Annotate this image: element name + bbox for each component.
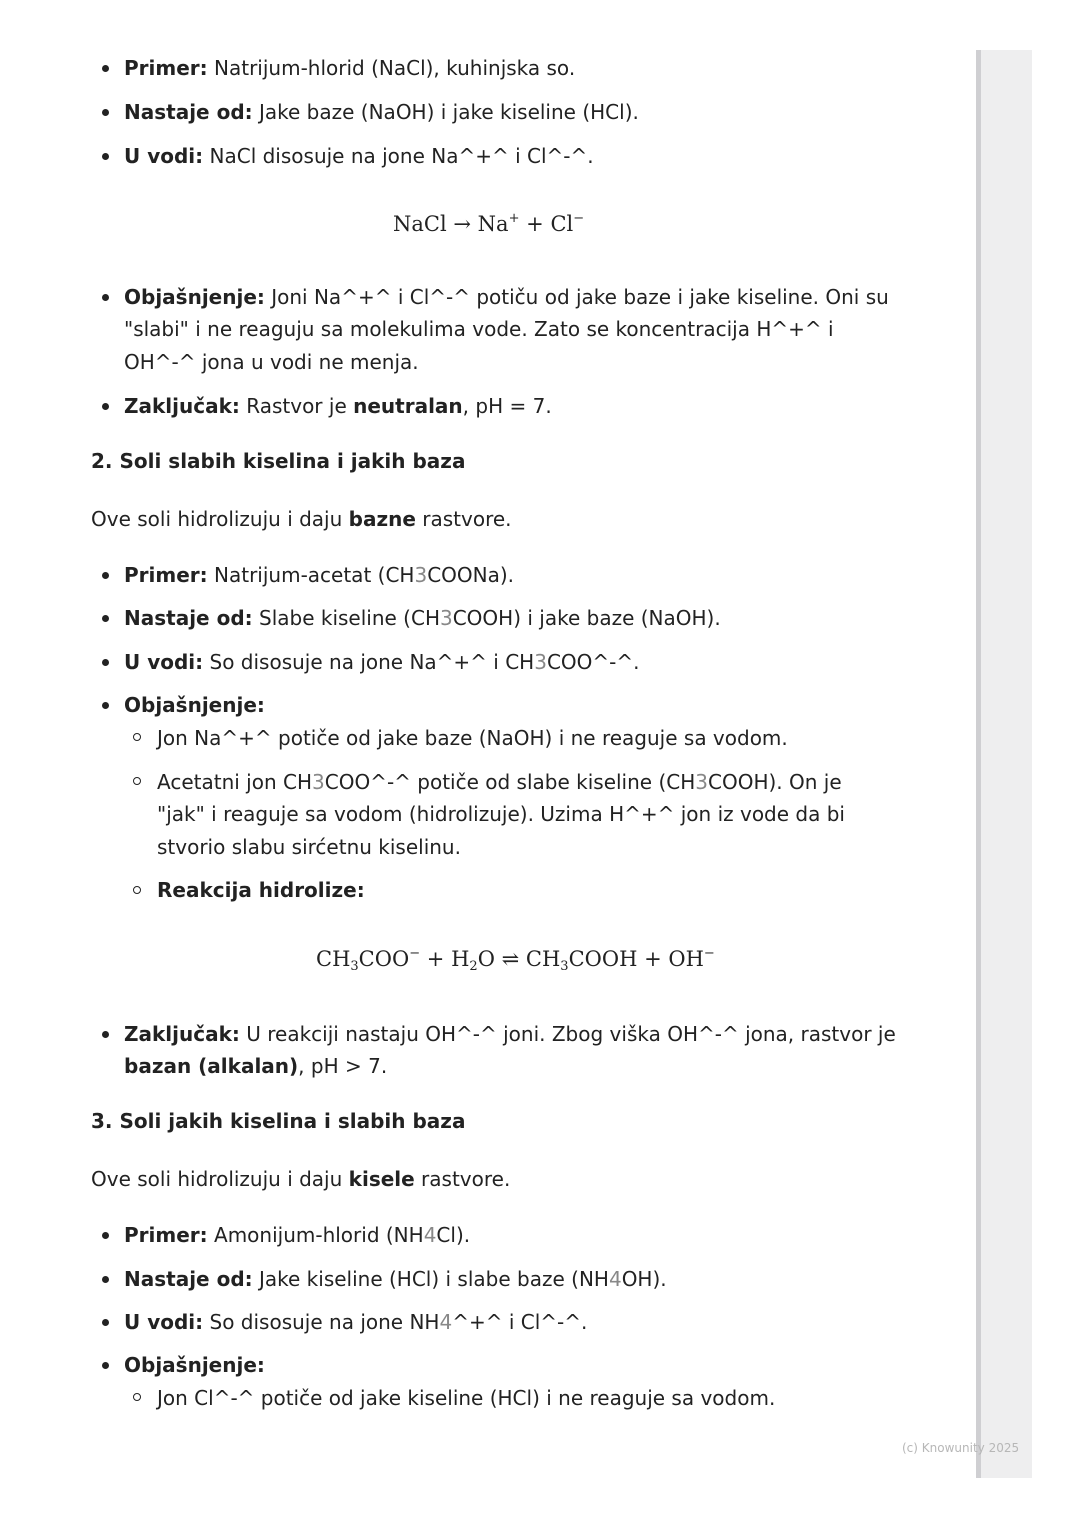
sub-list-item-text: "jak" i reaguje sa vodom (hidrolizuje). Uzima H^+^ jon iz vode da bi — [157, 802, 845, 826]
list-item-objasnjenje: Objašnjenje: — [124, 693, 265, 717]
side-panel-border — [976, 50, 981, 1478]
bullet — [102, 109, 109, 116]
list-item-nastaje: Nastaje od: Jake baze (NaOH) i jake kiseline (HCl). — [124, 100, 639, 124]
bullet — [102, 572, 109, 579]
bullet — [102, 294, 109, 301]
sub-list-item: Reakcija hidrolize: — [157, 878, 365, 902]
list-item-u-vodi: U vodi: NaCl disosuje na jone Na^+^ i Cl^-^. — [124, 144, 594, 168]
bullet — [102, 1319, 109, 1326]
equation-hydrolysis-acetate: $CH_3COO^- + H_2O$ ⇌ $CH_3COOH + OH^-$ — [316, 946, 715, 974]
sub-bullet — [133, 777, 141, 785]
section-heading: 3. Soli jakih kiselina i slabih baza — [91, 1109, 466, 1133]
sub-bullet — [133, 733, 141, 741]
list-item-objasnjenje: Objašnjenje: — [124, 1353, 265, 1377]
bullet — [102, 615, 109, 622]
list-item-nastaje: Nastaje od: Slabe kiseline (CH3COOH) i jake baze (NaOH). — [124, 606, 721, 630]
sub-list-item: Jon Cl^-^ potiče od jake kiseline (HCl) i ne reaguje sa vodom. — [157, 1386, 776, 1410]
list-item-zakljucak: Zaključak: U reakciji nastaju OH^-^ joni. Zbog viška OH^-^ jona, rastvor je — [124, 1022, 896, 1046]
list-item-u-vodi: U vodi: So disosuje na jone NH4^+^ i Cl^-^. — [124, 1310, 588, 1334]
list-item-u-vodi: U vodi: So disosuje na jone Na^+^ i CH3COO^-^. — [124, 650, 640, 674]
list-item-text: OH^-^ jona u vodi ne menja. — [124, 350, 419, 374]
list-item-primer: Primer: Natrijum-hlorid (NaCl), kuhinjska so. — [124, 56, 576, 80]
bullet — [102, 1276, 109, 1283]
sub-list-item-text: stvorio slabu sirćetnu kiselinu. — [157, 835, 461, 859]
sub-bullet — [133, 1393, 141, 1401]
list-item-text: bazan (alkalan), pH > 7. — [124, 1054, 388, 1078]
list-item-zakljucak: Zaključak: Rastvor je neutralan, pH = 7. — [124, 394, 552, 418]
sub-bullet — [133, 886, 141, 894]
sub-list-item: Acetatni jon CH3COO^-^ potiče od slabe kiseline (CH3COOH). On je — [157, 770, 842, 794]
bullet — [102, 1031, 109, 1038]
bullet — [102, 403, 109, 410]
paragraph: Ove soli hidrolizuju i daju kisele rastvore. — [91, 1167, 511, 1191]
bullet — [102, 65, 109, 72]
list-item-primer: Primer: Natrijum-acetat (CH3COONa). — [124, 563, 515, 587]
bullet — [102, 153, 109, 160]
bullet — [102, 659, 109, 666]
equation-nacl: NaCl → Na+ + Cl− — [393, 211, 585, 236]
list-item-objasnjenje: Objašnjenje: Joni Na^+^ i Cl^-^ potiču od jake baze i jake kiseline. Oni su — [124, 285, 889, 309]
list-item-text: "slabi" i ne reaguju sa molekulima vode. Zato se koncentracija H^+^ i — [124, 317, 834, 341]
paragraph: Ove soli hidrolizuju i daju bazne rastvore. — [91, 507, 512, 531]
list-item-nastaje: Nastaje od: Jake kiseline (HCl) i slabe baze (NH4OH). — [124, 1267, 667, 1291]
sub-list-item: Jon Na^+^ potiče od jake baze (NaOH) i ne reaguje sa vodom. — [157, 726, 788, 750]
section-heading: 2. Soli slabih kiselina i jakih baza — [91, 449, 466, 473]
bullet — [102, 1232, 109, 1239]
bullet — [102, 702, 109, 709]
side-panel — [976, 50, 1032, 1478]
list-item-primer: Primer: Amonijum-hlorid (NH4Cl). — [124, 1223, 471, 1247]
copyright-footer: (c) Knowunity 2025 — [902, 1441, 1020, 1455]
bullet — [102, 1362, 109, 1369]
